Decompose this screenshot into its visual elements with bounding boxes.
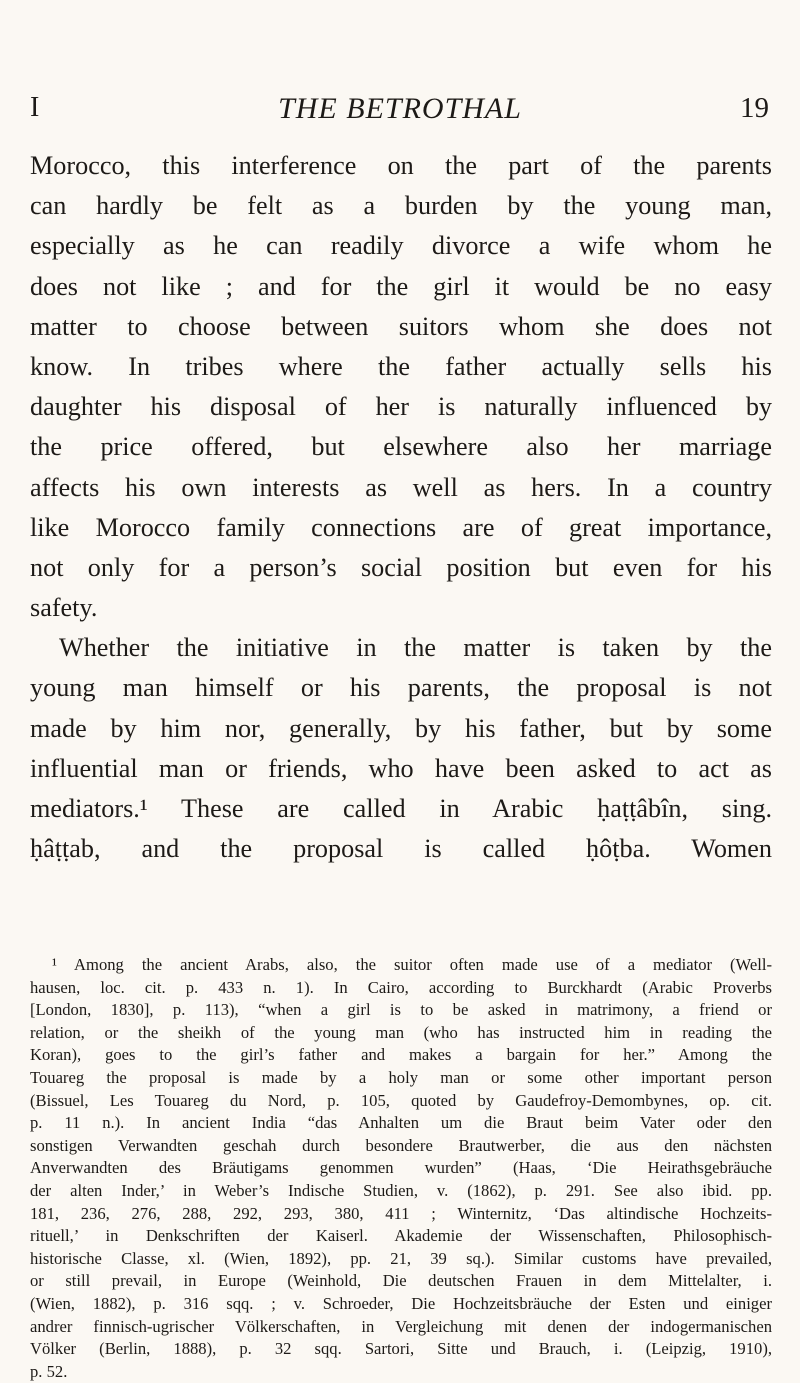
page-number: 19 xyxy=(740,92,769,124)
body-text xyxy=(30,146,772,869)
body-line: mediators.¹ These are called in Arabic ḥaṭṭâbîn, sing. xyxy=(30,794,772,823)
footnote-line: p. 52. xyxy=(30,1361,68,1381)
running-title: THE BETROTHAL xyxy=(278,92,522,125)
body-line: matter to choose between suitors whom she does not xyxy=(30,311,772,341)
footnote-line: Anverwandten des Bräutigams genommen wurden” (Haas, ‘Die Heirathsgebräuche xyxy=(30,1158,772,1178)
footnote-line: der alten Inder,’ in Weber’s Indische Studien, v. (1862), p. 291. See also ibid. pp. xyxy=(30,1180,772,1200)
body-line: made by him nor, generally, by his father, but by some xyxy=(30,713,772,743)
footnote-line: andrer finnisch-ugrischer Völkerschaften, in Vergleichung mit denen der indogermanischen xyxy=(30,1316,772,1336)
body-line: does not like ; and for the girl it would be no easy xyxy=(30,271,772,301)
footnote-line: Völker (Berlin, 1888), p. 32 sqq. Sartori, Sitte und Brauch, i. (Leipzig, 1910), xyxy=(30,1339,772,1359)
footnote-line: [London, 1830], p. 113), “when a girl is to be asked in matrimony, a friend or xyxy=(30,1000,772,1020)
footnote-line: Touareg the proposal is made by a holy man or some other important person xyxy=(30,1067,772,1087)
body-line: safety. xyxy=(30,593,98,623)
body-line: influential man or friends, who have been asked to act as xyxy=(30,753,772,783)
footnote-line: (Wien, 1882), p. 316 sqq. ; v. Schroeder, Die Hochzeitsbräuche der Esten und einiger xyxy=(30,1293,772,1313)
body-line: the price offered, but elsewhere also her marriage xyxy=(30,432,772,462)
body-line: like Morocco family connections are of great importance, xyxy=(30,512,772,542)
body-line: especially as he can readily divorce a wife whom he xyxy=(30,231,772,261)
body-line: Morocco, this interference on the part of the parents xyxy=(30,151,772,180)
footnote-line: ¹ Among the ancient Arabs, also, the suitor often made use of a mediator (Well- xyxy=(52,955,772,974)
footnote-line: rituell,’ in Denkschriften der Kaiserl. Akademie der Wissenschaften, Philosophisch- xyxy=(30,1226,772,1246)
body-line: affects his own interests as well as hers. In a country xyxy=(30,472,772,502)
footnote-line: (Bissuel, Les Touareg du Nord, p. 105, quoted by Gaudefroy-Demombynes, op. cit. xyxy=(30,1090,772,1110)
chapter-number: I xyxy=(30,92,40,123)
body-line: Whether the initiative in the matter is taken by the xyxy=(59,633,772,663)
footnote-line: sonstigen Verwandten geschah durch besondere Brautwerber, die aus den nächsten xyxy=(30,1135,772,1155)
body-line: ḥâṭṭab, and the proposal is called ḥôṭba. Women xyxy=(30,834,772,864)
body-line: can hardly be felt as a burden by the young man, xyxy=(30,191,772,221)
footnote-line: or still prevail, in Europe (Weinhold, Die deutschen Frauen in dem Mittelalter, i. xyxy=(30,1271,772,1291)
body-line: know. In tribes where the father actually sells his xyxy=(30,351,772,381)
body-line: not only for a person’s social position but even for his xyxy=(30,552,772,582)
footnote-line: historische Classe, xl. (Wien, 1892), pp. 21, 39 sq.). Similar customs have prevailed, xyxy=(30,1248,772,1268)
footnote-line: relation, or the sheikh of the young man (who has instructed him in reading the xyxy=(30,1022,772,1042)
footnotes xyxy=(30,954,772,1383)
body-line: young man himself or his parents, the proposal is not xyxy=(30,673,772,703)
footnote-line: Koran), goes to the girl’s father and makes a bargain for her.” Among the xyxy=(30,1045,772,1065)
running-header xyxy=(0,92,800,132)
footnote-line: hausen, loc. cit. p. 433 n. 1). In Cairo, according to Burckhardt (Arabic Proverbs xyxy=(30,977,772,997)
footnote-line: p. 11 n.). In ancient India “das Anhalten um die Braut beim Vater oder den xyxy=(30,1113,772,1133)
body-line: daughter his disposal of her is naturally influenced by xyxy=(30,392,772,422)
footnote-line: 181, 236, 276, 288, 292, 293, 380, 411 ; Winternitz, ‘Das altindische Hochzeits- xyxy=(30,1203,772,1223)
